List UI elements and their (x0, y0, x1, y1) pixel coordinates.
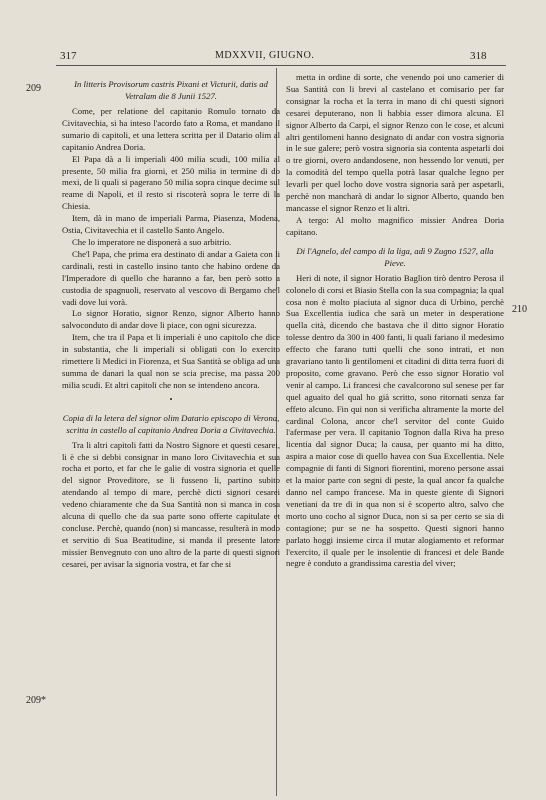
page-number-right: 318 (470, 50, 487, 62)
header-rule (56, 65, 506, 66)
separator-mark: • (169, 394, 173, 404)
paragraph: Tra li altri capitoli fatti da Nostro Signore et questi cesarei, li è che si debbi consignar in mano loro Civitavechia et sua rocha et porto, et far che le galie di vostra signoria et quelle del signor Proveditore, se li fusseno li, partino subito atendando al tempo di mare, perchè dicti signori cesarei vedeno chiaramente che da Sua Santità non si manca in cosa alcuna di quello che da sua parte sono offerte capitulate et concluse. Perchè, quando (non) si mancasse, resulterà in modo et servitio di Sua Beatitudine, si manda il presente latore missier Benvegnuto con uno altro de la parte di questi signori cesarei, per avisar la signoria vostra, et far che si (62, 439, 280, 569)
section-title: Copia di la letera del signor olim Datario episcopo di Verona, scritta in castello al capitanio Andrea Doria a Civitavechia. (62, 412, 280, 435)
paragraph: Che lo imperatore ne disponerà a suo arbitrio. (72, 236, 232, 247)
paragraph: A tergo: Al molto magnifico missier Andrea Doria capitano. (286, 214, 504, 237)
section-title: In litteris Provisorum castris Pixani et Victurii, datis ad Vetralam die 8 Junii 1527. (74, 79, 268, 101)
margin-number: 209 (26, 83, 41, 94)
margin-number: 210 (512, 304, 527, 315)
section-title: Di l'Agnelo, del campo di la liga, adì 9 Zugno 1527, alla Pieve. (296, 245, 494, 268)
margin-number: 209* (26, 695, 46, 706)
paragraph: Come, per relatione del capitanio Romulo tornato da Civitavechia, si ha inteso l'acordo fato a Roma, et mandano il sumario di capitoli, et una lettera scritta per il Datario olim al capitanio Andrea Doria. (62, 106, 280, 152)
paragraph: Heri di note, il signor Horatio Baglion tirò dentro Perosa il colonelo di corsi et Biasio Stella con la sua compagnia; la qual cosa non è molto piaciuta al signor duca di Urbino, perchè Sua Excellentia iudica che sarà un meter in desperatione quella cità, dicendo che bastava che il ditto signor Horatio tolesse dentro da 300 in 400 fanti, li quali fariano il medesimo effecto che farano tutti quelli che sono intrati, et non gravariano tanto li gentilomeni et citadini di ditta terra fuori di proposito, come gravano. Però che esso signor Horatio vol venir al campo. Li francesi che cavalcorono sul senese per far quel aguaito del qual ho già scritto, sono ritornati senza far effeto alcuno. Fin qui non si verificha altramente la morte del cardinal Colona, ancor che'l servitor del conte Guido l'afermase per vera. Il capitanio Tognon dalla Riva ha preso licentia dal signor Duca; la causa, per quanto mi ha ditto, aspira a maior cose di quello havea con Sua Excellentia. Nele compagnie di fanti di Signori fiorentini, moreno persone assai et la maior parte con segni di peste, la qual ancor fa qualche danno nel campo francese. Ma in queste giente di Signori venetiani da tre di in qua non si è scoperto altro, salvo che morto uno cocho al signor Duca, non si sa per certo se sia di contagione; pur se ne ha sospetto. Questi signori hanno parlato hoggi insieme circa il mutar alogiamento et reformar l'exercito, il quale per le insolentie di francesi et dele Bande negre è conduto a grandissima carestia del viver; (286, 272, 504, 569)
paragraph: metta in ordine di sorte, che venendo poi uno camerier di Sua Santità con li brevi al castelano et comisario per far consignar la rocha et la terra in mano di chi questi signori cesarei deputerano, non li habbia esser dimora alcuna. El signor Alberto da Carpi, el signor Renzo con le cose, et alcuni altri gentilomeni hanno designato di andar con vostra signoria in le sue galere; però vostra signoria sia contenta aspetarli doi o tre giorni, overo andandosene, non hessendo lor venuti, per la comodità del tempo quella potrà lasar qualche legno per levarli per quel locho dove vostra signoria sarà per aspetarli, perchè non mancharà di andar lo signor Alberto, quando ben mancasse el signor Renzo et li altri. (286, 72, 504, 213)
paragraph: Che'l Papa, che prima era destinato di andar a Gaieta con li cardinali, resti in castello insino tanto che habino ordene da l'Imperadore di quello che haranno a far, ben però sotto a custodia de spagnuoli, reservato al vescovo di Bergamo che'l vadi dove lui vorà. (62, 248, 280, 307)
paragraph: El Papa dà a li imperiali 400 milia scudi, 100 milia al presente, 50 milia fra giorni, et 250 milia in termine di do mexi, de li quali si pagerano 50 milia sopra cinque decime sul reame di Napoli, et il resto si riscoterà sopra le terre di la Chiesia. (62, 153, 280, 212)
left-column (62, 72, 280, 571)
right-column (286, 72, 504, 570)
paragraph: Item, che tra il Papa et li imperiali è uno capitolo che dice in substantia, che li imperiali si obligati con lo exercito rimettere li Medici in Fiorenza, et Sua Santità se obliga ad una summa de danari la qual non se scia precise, ma passa 200 milia scudi. Et altri capitoli che non se intendeno ancora. (62, 332, 280, 390)
paragraph: Lo signor Horatio, signor Renzo, signor Alberto hanno salvoconduto di andar dove li piace, con ogni sicurezza. (62, 308, 280, 331)
running-header: MDXXVII, GIUGNO. (215, 50, 315, 61)
page-number-left: 317 (60, 50, 77, 62)
paragraph: Item, dà in mano de imperiali Parma, Piasenza, Modena, Ostia, Civitavechia et il castello Santo Angelo. (62, 213, 280, 236)
